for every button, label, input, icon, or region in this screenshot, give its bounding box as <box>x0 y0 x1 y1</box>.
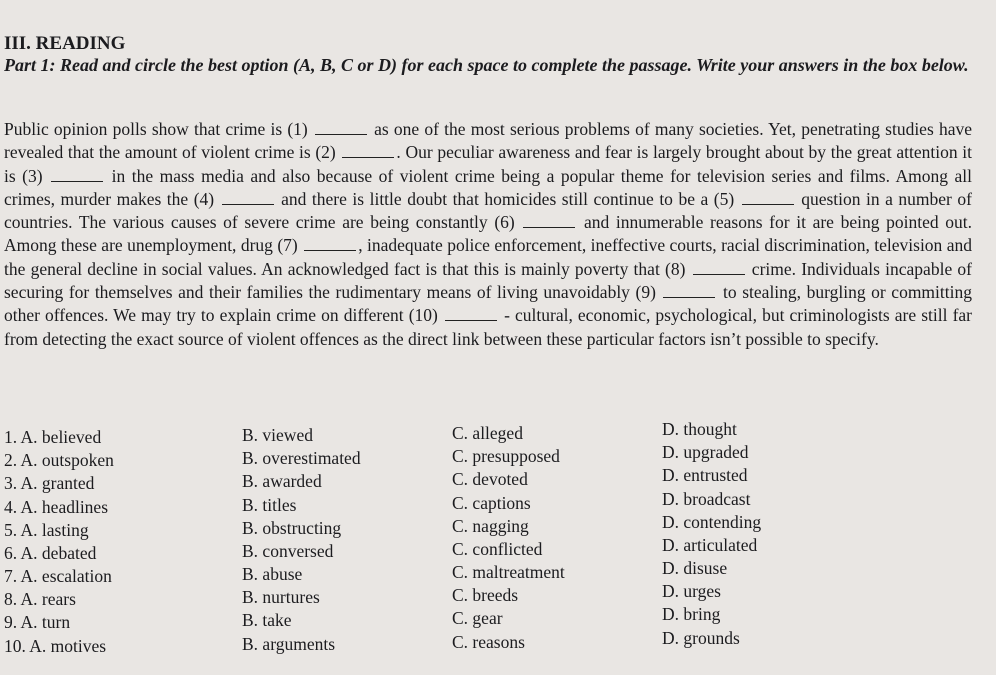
option-4-b[interactable]: B. titles <box>242 495 297 515</box>
passage-text: and there is little doubt that homicides still continue to be a (5) <box>275 188 740 209</box>
option-2-a[interactable]: 2. A. outspoken <box>4 450 114 470</box>
passage-text: Public opinion polls show that crime is (1) <box>4 119 313 139</box>
option-5-c[interactable]: C. nagging <box>452 516 529 536</box>
passage-text: question in a number of countries. The various causes of severe crime are being constantly (6) <box>4 188 972 233</box>
option-9-d[interactable]: D. bring <box>662 604 721 624</box>
passage-text: and innumerable reasons for it are being pointed out. Among these are unemployment, drug (7) <box>4 212 972 256</box>
option-3-a[interactable]: 3. A. granted <box>4 473 95 493</box>
passage-text: to stealing, burgling or committing other offences. We may try to explain crime on different (10) <box>4 282 972 326</box>
option-3-d[interactable]: D. entrusted <box>662 465 748 485</box>
option-5-a[interactable]: 5. A. lasting <box>4 520 89 540</box>
passage-text: crime. Individuals incapable of securing for themselves and their families the rudimentary means of living unavoidably (9) <box>4 258 972 303</box>
option-8-c[interactable]: C. breeds <box>452 585 519 605</box>
option-7-b[interactable]: B. abuse <box>242 564 303 584</box>
passage-text: in the mass media and also because of violent crime being a popular theme for television series and films. Among all crimes, murder makes the (4) <box>4 165 973 209</box>
option-3-c[interactable]: C. devoted <box>452 469 528 489</box>
option-2-c[interactable]: C. presupposed <box>452 446 560 466</box>
option-8-b[interactable]: B. nurtures <box>242 587 320 607</box>
option-6-d[interactable]: D. articulated <box>662 535 758 555</box>
option-2-d[interactable]: D. upgraded <box>662 442 749 462</box>
option-6-c[interactable]: C. conflicted <box>452 539 543 559</box>
option-5-d[interactable]: D. contending <box>662 512 762 532</box>
option-6-b[interactable]: B. conversed <box>242 541 334 561</box>
option-1-b[interactable]: B. viewed <box>242 425 313 445</box>
option-8-a[interactable]: 8. A. rears <box>4 589 76 609</box>
passage-text: . Our peculiar awareness and fear is largely brought about by the great attention it is (3) <box>4 142 973 186</box>
option-7-a[interactable]: 7. A. escalation <box>4 566 112 586</box>
option-1-a[interactable]: 1. A. believed <box>4 427 102 447</box>
option-7-d[interactable]: D. disuse <box>662 558 728 578</box>
passage-text: , inadequate police enforcement, ineffective courts, racial discrimination, television and the general decline in social values. An acknowledged fact is that this is mainly poverty that (8) <box>4 235 972 279</box>
option-4-a[interactable]: 4. A. headlines <box>4 497 109 517</box>
option-9-a[interactable]: 9. A. turn <box>4 612 71 632</box>
option-7-c[interactable]: C. maltreatment <box>452 562 565 582</box>
option-6-a[interactable]: 6. A. debated <box>4 543 97 563</box>
option-3-b[interactable]: B. awarded <box>242 471 322 491</box>
option-9-c[interactable]: C. gear <box>452 608 503 628</box>
passage-text: - cultural, economic, psychological, but criminologists are still far from detecting the exact source of violent offences as the direct link between these particular factors isn’t possible to specify. <box>4 305 972 349</box>
option-10-c[interactable]: C. reasons <box>452 632 525 652</box>
option-5-b[interactable]: B. obstructing <box>242 518 342 538</box>
option-9-b[interactable]: B. take <box>242 610 292 630</box>
option-10-d[interactable]: D. grounds <box>662 628 740 648</box>
option-1-c[interactable]: C. alleged <box>452 423 523 443</box>
option-8-d[interactable]: D. urges <box>662 581 721 601</box>
section-title: III. READING <box>4 33 126 54</box>
option-2-b[interactable]: B. overestimated <box>242 448 361 468</box>
option-1-d[interactable]: D. thought <box>662 419 737 439</box>
option-4-c[interactable]: C. captions <box>452 493 531 513</box>
option-4-d[interactable]: D. broadcast <box>662 489 751 509</box>
instructions: Part 1: Read and circle the best option (A, B, C or D) for each space to complete the passage. Write your answers in the box below. <box>4 55 969 75</box>
passage-text: as one of the most serious problems of many societies. Yet, penetrating studies have revealed that the amount of violent crime is (2) <box>4 119 972 163</box>
option-10-a[interactable]: 10. A. motives <box>4 636 107 656</box>
option-10-b[interactable]: B. arguments <box>242 634 336 654</box>
